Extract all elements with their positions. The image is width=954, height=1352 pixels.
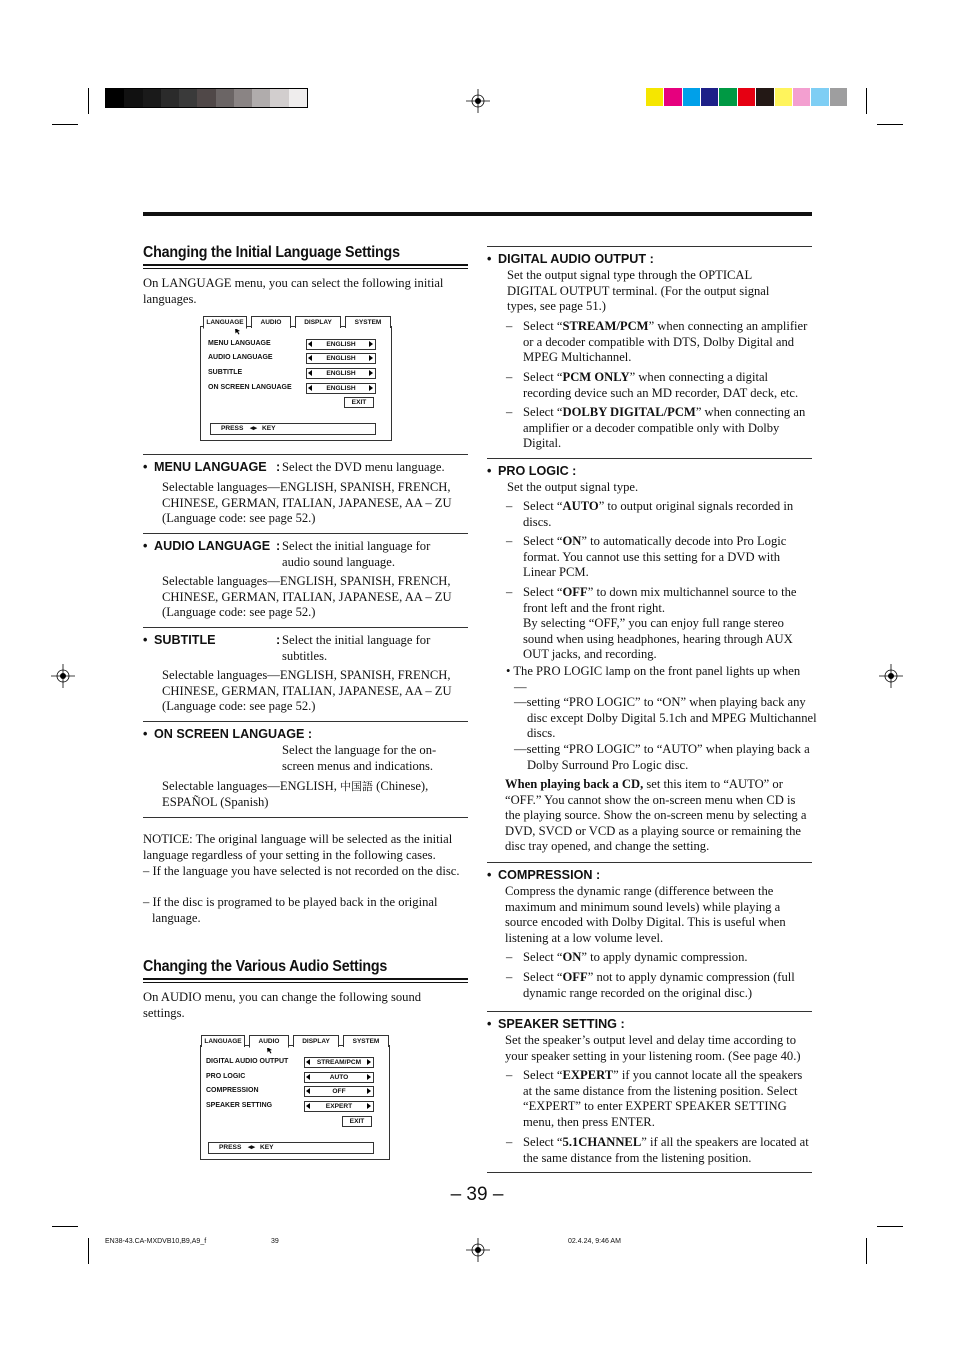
- item-intro: Compress the dynamic range (difference between the maximum and minimum sound levels) while playing a source encoded with Dolby Digital. This is useful when listening at a low volume level.: [505, 884, 786, 945]
- registration-mark-icon: [466, 1238, 490, 1262]
- color-swatch: [683, 88, 700, 106]
- item-description: Select the DVD menu language.: [282, 460, 445, 474]
- crop-mark: [88, 1238, 89, 1264]
- section-intro: On LANGUAGE menu, you can select the following initial languages.: [143, 276, 444, 306]
- crop-mark: [877, 124, 903, 125]
- arrow-right-icon: [367, 1074, 371, 1080]
- item-colon: :: [276, 633, 281, 647]
- option-text: Select “5.1CHANNEL” if all the speakers are located at the same distance from the listening position.: [523, 1135, 809, 1165]
- bullet: •: [487, 1017, 492, 1031]
- section-intro: On AUDIO menu, you can change the following sound settings.: [143, 990, 422, 1020]
- crop-mark: [52, 124, 78, 125]
- cd-note: When playing back a CD, set this item to “AUTO” or “OFF.” You cannot show the on-screen menu when CD is the playing source. Show the on-screen menu by selecting a DVD, SVCD or VCD as a playing source or remaining the disc tray opened, and change the setting.: [505, 777, 807, 854]
- arrow-left-icon: [308, 370, 312, 376]
- bullet: •: [143, 539, 148, 553]
- bullet: •: [487, 464, 492, 478]
- gray-swatch: [143, 89, 161, 107]
- registration-mark-icon: [51, 664, 75, 688]
- tab-display: DISPLAY: [293, 1035, 339, 1047]
- left-right-arrows-icon: ◂▸: [250, 425, 258, 432]
- tab-audio: AUDIO: [249, 1035, 289, 1048]
- option-text: Select “PCM ONLY” when connecting a digital recording device such an MD recorder, DAT deck, etc.: [523, 370, 799, 400]
- color-swatch: [830, 88, 847, 106]
- item-heading: AUDIO LANGUAGE: [154, 539, 271, 553]
- item-colon: :: [276, 539, 281, 553]
- color-swatch: [719, 88, 736, 106]
- press-key-box: PRESS ◂▸ KEY: [210, 423, 376, 435]
- arrow-right-icon: [369, 370, 373, 376]
- bullet: •: [143, 633, 148, 647]
- menu-row-label: SPEAKER SETTING: [206, 1102, 273, 1109]
- menu-row-label: MENU LANGUAGE: [208, 340, 271, 347]
- gray-swatch: [270, 89, 288, 107]
- gray-swatch: [106, 89, 124, 107]
- lamp-item: —setting “PRO LOGIC” to “AUTO” when playing back a Dolby Surround Pro Logic disc.: [514, 742, 810, 772]
- menu-value: ENGLISH: [306, 339, 376, 350]
- divider: [487, 1172, 812, 1173]
- color-swatch: [756, 88, 773, 106]
- gray-swatch: [179, 89, 197, 107]
- option: –: [506, 534, 513, 548]
- color-swatch: [738, 88, 755, 106]
- lamp-note: • The PRO LOGIC lamp on the front panel lights up when—: [506, 664, 801, 694]
- item-intro: Set the speaker’s output level and delay time according to your speaker setting in your listening room. (See page 40.): [505, 1033, 801, 1063]
- top-rule: [143, 212, 812, 216]
- menu-value: EXPERT: [304, 1101, 374, 1112]
- option: –: [506, 970, 513, 984]
- arrow-left-icon: [306, 1074, 310, 1080]
- arrow-left-icon: [308, 385, 312, 391]
- notice-text: NOTICE: The original language will be selected as the initial language regardless of your setting in the following cases.: [143, 832, 453, 862]
- item-intro: Set the output signal type.: [507, 480, 639, 494]
- divider: [143, 627, 468, 628]
- option: –: [506, 370, 513, 384]
- divider: [487, 458, 812, 459]
- crop-mark: [866, 88, 867, 114]
- item-languages: Selectable languages—ENGLISH, SPANISH, FRENCH, CHINESE, GERMAN, ITALIAN, JAPANESE, AA – ZU (Language code: see page 52.): [162, 480, 452, 526]
- item-intro: Set the output signal type through the OPTICAL DIGITAL OUTPUT terminal. (For the output signal types, see page 51.): [507, 268, 770, 314]
- registration-mark-icon: [466, 89, 490, 113]
- crop-mark: [52, 1226, 78, 1227]
- bullet: •: [487, 252, 492, 266]
- bullet: •: [487, 868, 492, 882]
- item-description: Select the initial language for subtitles.: [282, 633, 431, 663]
- tab-display: DISPLAY: [295, 316, 341, 328]
- title-underline-thin: [143, 268, 468, 269]
- menu-row-label: AUDIO LANGUAGE: [208, 354, 273, 361]
- item-colon: :: [276, 460, 281, 474]
- divider: [143, 721, 468, 722]
- arrow-right-icon: [367, 1088, 371, 1094]
- item-heading: ON SCREEN LANGUAGE :: [154, 727, 313, 741]
- divider: [143, 454, 468, 455]
- exit-button: EXIT: [344, 397, 374, 408]
- arrow-left-icon: [308, 355, 312, 361]
- arrow-right-icon: [367, 1103, 371, 1109]
- notice-item: – If the language you have selected is not recorded on the disc.: [143, 864, 460, 878]
- gray-swatch: [216, 89, 234, 107]
- left-right-arrows-icon: ◂▸: [248, 1144, 256, 1151]
- item-heading: SUBTITLE: [154, 633, 216, 647]
- color-swatch: [646, 88, 663, 106]
- color-swatch: [811, 88, 828, 106]
- page-number: – 39 –: [450, 1184, 504, 1205]
- menu-row-label: DIGITAL AUDIO OUTPUT: [206, 1058, 289, 1065]
- option-text: Select “EXPERT” if you cannot locate all the speakers at the same distance from the listening position. Select “EXPERT” to enter EXPERT SPEAKER SETTING menu, then press ENTER.: [523, 1068, 803, 1129]
- footer-page: 39: [271, 1238, 279, 1245]
- arrow-left-icon: [306, 1103, 310, 1109]
- item-description: Select the language for the on-screen menus and indications.: [282, 743, 437, 773]
- option: –: [506, 405, 513, 419]
- tab-audio: AUDIO: [251, 316, 291, 328]
- tab-language: LANGUAGE: [201, 1035, 245, 1047]
- arrow-right-icon: [369, 385, 373, 391]
- title-underline-thin: [143, 982, 468, 983]
- color-calibration-bar: [646, 88, 848, 106]
- title-underline: [143, 978, 468, 980]
- gray-swatch: [234, 89, 252, 107]
- option: –: [506, 319, 513, 333]
- crop-mark: [877, 1226, 903, 1227]
- option: –: [506, 1068, 513, 1082]
- press-key-box: PRESS ◂▸ KEY: [208, 1142, 374, 1154]
- color-swatch: [664, 88, 681, 106]
- menu-tabs: [201, 1035, 387, 1047]
- divider: [487, 246, 812, 247]
- item-heading: PRO LOGIC :: [498, 464, 577, 478]
- gray-swatch: [197, 89, 215, 107]
- bullet: •: [143, 460, 148, 474]
- menu-value: OFF: [304, 1086, 374, 1097]
- arrow-right-icon: [367, 1059, 371, 1065]
- gray-swatch: [289, 89, 307, 107]
- menu-value: STREAM/PCM: [304, 1057, 374, 1068]
- color-swatch: [775, 88, 792, 106]
- item-heading: MENU LANGUAGE: [154, 460, 267, 474]
- footer-date: 02.4.24, 9:46 AM: [568, 1238, 621, 1245]
- tab-language: LANGUAGE: [203, 316, 247, 329]
- option-text: Select “STREAM/PCM” when connecting an amplifier or a decoder compatible with DTS, Dolby Digital and MPEG Multichannel.: [523, 319, 808, 365]
- item-languages: Selectable languages—ENGLISH, 中国語 (Chinese), ESPAÑOL (Spanish): [162, 779, 429, 809]
- menu-row-label: ON SCREEN LANGUAGE: [208, 384, 292, 391]
- item-languages: Selectable languages—ENGLISH, SPANISH, FRENCH, CHINESE, GERMAN, ITALIAN, JAPANESE, AA – ZU (Language code: see page 52.): [162, 574, 452, 620]
- divider: [143, 817, 468, 818]
- divider: [143, 533, 468, 534]
- arrow-left-icon: [306, 1088, 310, 1094]
- tab-system: SYSTEM: [345, 316, 391, 328]
- item-heading: SPEAKER SETTING :: [498, 1017, 625, 1031]
- option-text: Select “ON” to apply dynamic compression.: [523, 950, 748, 964]
- arrow-right-icon: [369, 341, 373, 347]
- item-heading: COMPRESSION :: [498, 868, 601, 882]
- exit-button: EXIT: [342, 1116, 372, 1127]
- divider: [487, 1011, 812, 1012]
- menu-row-label: PRO LOGIC: [206, 1073, 246, 1080]
- menu-tabs: [203, 316, 389, 328]
- menu-row-label: SUBTITLE: [208, 369, 243, 376]
- item-heading: DIGITAL AUDIO OUTPUT :: [498, 252, 654, 266]
- tab-system: SYSTEM: [343, 1035, 389, 1047]
- option: –: [506, 499, 513, 513]
- color-swatch: [793, 88, 810, 106]
- option: –: [506, 950, 513, 964]
- menu-row-label: COMPRESSION: [206, 1087, 259, 1094]
- item-languages: Selectable languages—ENGLISH, SPANISH, FRENCH, CHINESE, GERMAN, ITALIAN, JAPANESE, AA – ZU (Language code: see page 52.): [162, 668, 452, 714]
- crop-mark: [88, 88, 89, 114]
- footer-file: EN38-43.CA-MXDVB10,B9,A9_f: [105, 1238, 207, 1245]
- arrow-right-icon: [369, 355, 373, 361]
- bullet: •: [143, 727, 148, 741]
- option-text: Select “OFF” to down mix multichannel source to the front left and the front right.: [523, 585, 797, 615]
- section-title-language: Changing the Initial Language Settings: [143, 244, 400, 261]
- title-underline: [143, 264, 468, 266]
- section-title-audio: Changing the Various Audio Settings: [143, 958, 388, 975]
- option: –: [506, 585, 513, 599]
- crop-mark: [866, 1238, 867, 1264]
- gray-swatch: [252, 89, 270, 107]
- notice-item: – If the disc is programed to be played back in the original language.: [143, 895, 438, 925]
- menu-value: ENGLISH: [306, 383, 376, 394]
- option-extra: By selecting “OFF,” you can enjoy full range stereo sound when using headphones, hearing through AUX OUT jacks, and recording.: [523, 616, 793, 662]
- option-text: Select “DOLBY DIGITAL/PCM” when connecting an amplifier or a decoder compatible only with Dolby Digital.: [523, 405, 806, 451]
- option-text: Select “AUTO” to output original signals recorded in discs.: [523, 499, 794, 529]
- gray-swatch: [161, 89, 179, 107]
- option-text: Select “OFF” not to apply dynamic compression (full dynamic range recorded on the original disc.): [523, 970, 795, 1000]
- gray-color-bar: [105, 88, 308, 108]
- arrow-left-icon: [308, 341, 312, 347]
- option-text: Select “ON” to automatically decode into Pro Logic format. You cannot use this setting for a DVD with Linear PCM.: [523, 534, 787, 580]
- item-description: Select the initial language for audio sound language.: [282, 539, 431, 569]
- lamp-item: —setting “PRO LOGIC” to “ON” when playing back any disc except Dolby Digital 5.1ch and MPEG Multichannel discs.: [514, 695, 817, 741]
- option: –: [506, 1135, 513, 1149]
- arrow-left-icon: [306, 1059, 310, 1065]
- color-swatch: [701, 88, 718, 106]
- menu-value: AUTO: [304, 1072, 374, 1083]
- gray-swatch: [124, 89, 142, 107]
- menu-value: ENGLISH: [306, 353, 376, 364]
- divider: [487, 862, 812, 863]
- menu-value: ENGLISH: [306, 368, 376, 379]
- registration-mark-icon: [879, 664, 903, 688]
